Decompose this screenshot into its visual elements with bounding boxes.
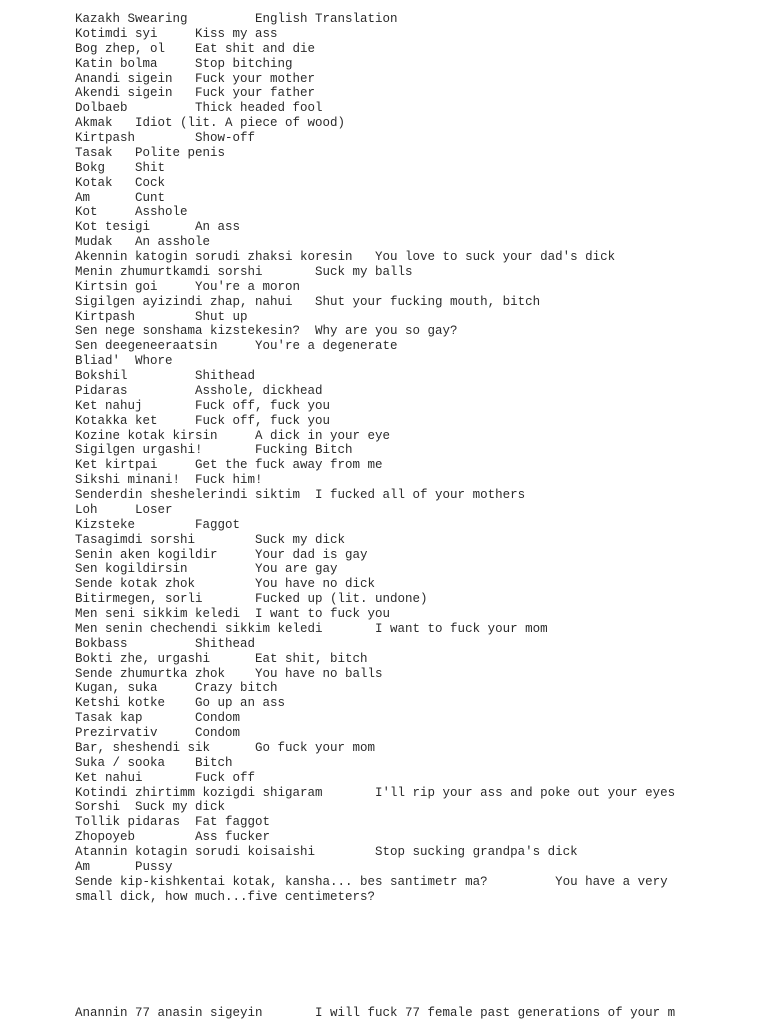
text-line: Kugan, suka Crazy bitch <box>75 681 278 696</box>
text-line: Bar, sheshendi sik Go fuck your mom <box>75 740 376 755</box>
text-line: Sende zhumurtka zhok You have no balls <box>75 666 383 681</box>
text-line: Katin bolma Stop bitching <box>75 56 293 71</box>
text-line: Sen nege sonshama kizstekesin? Why are you so gay? <box>75 324 458 339</box>
text-line: Atannin kotagin sorudi koisaishi Stop sucking grandpa's dick <box>75 845 578 859</box>
text-line: Kirtsin goi You're a moron <box>75 279 301 294</box>
text-line: Pidaras Asshole, dickhead <box>75 383 323 398</box>
text-line: Ket nahui Fuck off <box>75 770 256 785</box>
text-line: Kotak Cock <box>75 175 166 190</box>
text-line: Kirtpash Shut up <box>75 309 248 324</box>
text-line: Kirtpash Show-off <box>75 131 256 145</box>
text-line: Ket kirtpai Get the fuck away from me <box>75 458 383 473</box>
text-line: Kizsteke Faggot <box>75 517 241 532</box>
text-line: Sen kogildirsin You are gay <box>75 562 338 577</box>
text-line: Kot tesigi An ass <box>75 220 241 235</box>
text-line: Anandi sigein Fuck your mother <box>75 71 316 86</box>
text-line: Sikshi minani! Fuck him! <box>75 473 263 488</box>
text-line: Suka / sooka Bitch <box>75 755 233 770</box>
text-line: Sende kip-kishkentai kotak, kansha... bes santimetr ma? You have a very <box>75 874 668 889</box>
text-line: Bokg Shit <box>75 160 166 175</box>
text-line: Men senin chechendi sikkim keledi I want to fuck your mom <box>75 621 548 636</box>
text-line: Zhopoyeb Ass fucker <box>75 830 271 845</box>
text-line: Loh Loser <box>75 502 173 517</box>
text-line: Akmak Idiot (lit. A piece of wood) <box>75 116 346 131</box>
text-line: Tasagimdi sorshi Suck my dick <box>75 532 346 547</box>
text-line: Am Pussy <box>75 859 173 874</box>
text-line: Akennin katogin sorudi zhaksi koresin You love to suck your dad's dick <box>75 250 616 264</box>
text-line: Am Cunt <box>75 190 166 205</box>
text-line: Tasak kap Condom <box>75 711 241 726</box>
text-line: Ket nahuj Fuck off, fuck you <box>75 398 331 413</box>
text-line: Bog zhep, ol Eat shit and die <box>75 41 316 56</box>
text-line: Prezirvativ Condom <box>75 726 241 740</box>
text-line: Kozine kotak kirsin A dick in your eye <box>75 428 391 443</box>
text-line: small dick, how much...five centimeters? <box>75 889 376 904</box>
text-line: Akendi sigein Fuck your father <box>75 86 316 101</box>
text-line: Sen deegeneeraatsin You're a degenerate <box>75 339 398 354</box>
text-line: Senderdin sheshelerindi siktim I fucked all of your mothers <box>75 488 526 502</box>
text-line: Bokti zhe, urgashi Eat shit, bitch <box>75 651 368 666</box>
text-line: Bitirmegen, sorli Fucked up (lit. undone) <box>75 592 428 607</box>
text-line: Mudak An asshole <box>75 235 211 250</box>
header-line: Kazakh Swearing English Translation <box>75 12 398 26</box>
text-line: Senin aken kogildir Your dad is gay <box>75 547 368 562</box>
text-line: Sigilgen ayizindi zhap, nahui Shut your fucking mouth, bitch <box>75 294 541 309</box>
text-line: Kotakka ket Fuck off, fuck you <box>75 413 331 428</box>
footer-line: Anannin 77 anasin sigeyin I will fuck 77 female past generations of your m <box>75 1006 676 1020</box>
text-line: Tollik pidaras Fat faggot <box>75 815 271 830</box>
text-line: Ketshi kotke Go up an ass <box>75 696 286 711</box>
text-line: Bliad' Whore <box>75 354 173 369</box>
text-line: Kotimdi syi Kiss my ass <box>75 26 278 41</box>
text-line: Bokbass Shithead <box>75 636 256 651</box>
text-line: Men seni sikkim keledi I want to fuck you <box>75 607 391 621</box>
text-line: Sorshi Suck my dick <box>75 800 226 815</box>
text-line: Sende kotak zhok You have no dick <box>75 577 376 592</box>
document-body <box>75 12 755 905</box>
text-line: Kotindi zhirtimm kozigdi shigaram I'll rip your ass and poke out your eyes <box>75 785 676 800</box>
text-line: Bokshil Shithead <box>75 369 256 383</box>
text-line: Tasak Polite penis <box>75 145 226 160</box>
text-line: Menin zhumurtkamdi sorshi Suck my balls <box>75 264 413 279</box>
text-line: Kot Asshole <box>75 205 188 220</box>
text-line: Sigilgen urgashi! Fucking Bitch <box>75 443 353 458</box>
text-line: Dolbaeb Thick headed fool <box>75 101 323 116</box>
